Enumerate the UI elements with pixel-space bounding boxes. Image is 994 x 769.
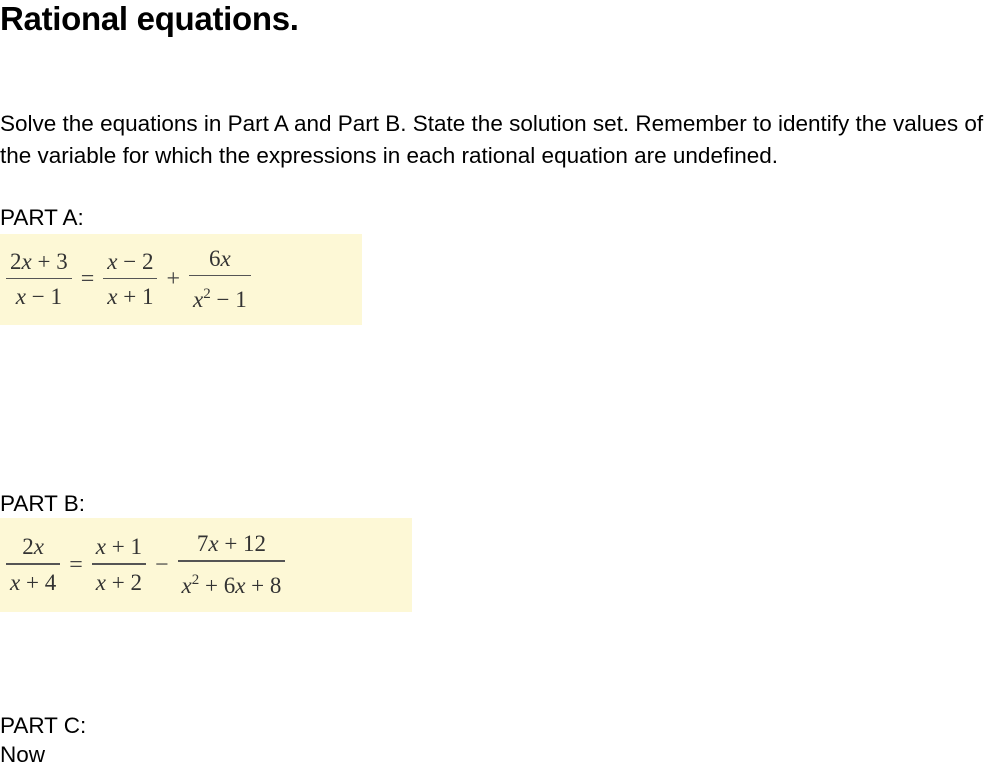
page-title: Rational equations.: [0, 0, 299, 37]
part-a-lhs-fraction: $\frac{2x + 3}{x - 1}$: [6, 248, 72, 311]
part-b-label: PART B:: [0, 491, 86, 516]
part-b-lhs-fraction: $\frac{2x}{x + 4}$: [6, 533, 60, 596]
part-c-text: Now: [0, 742, 46, 767]
part-b-equation: [0, 518, 412, 612]
minus-sign: −: [154, 551, 169, 578]
part-b-term1-fraction: $\frac{x + 1}{x + 2}$: [92, 533, 146, 596]
plus-sign: +: [166, 266, 180, 292]
part-a-label: PART A:: [0, 205, 84, 230]
part-b-term2-fraction: $\frac{7x + 12}{x^2 + 6x + 8}$: [178, 530, 286, 599]
part-a-term1-fraction: $\frac{x - 2}{x + 1}$: [103, 248, 157, 311]
equals-sign: =: [69, 551, 83, 578]
part-a-equation: [0, 234, 362, 325]
equals-sign: =: [80, 266, 95, 292]
part-a-term2-fraction: $\frac{6x}{x^2 - 1}$: [189, 245, 251, 314]
instructions-paragraph: Solve the equations in Part A and Part B. State the solution set. Remember to identify the values of the variable for which the expressions in each rational equation are undefined.: [0, 111, 984, 168]
part-c-label: PART C:: [0, 713, 87, 738]
